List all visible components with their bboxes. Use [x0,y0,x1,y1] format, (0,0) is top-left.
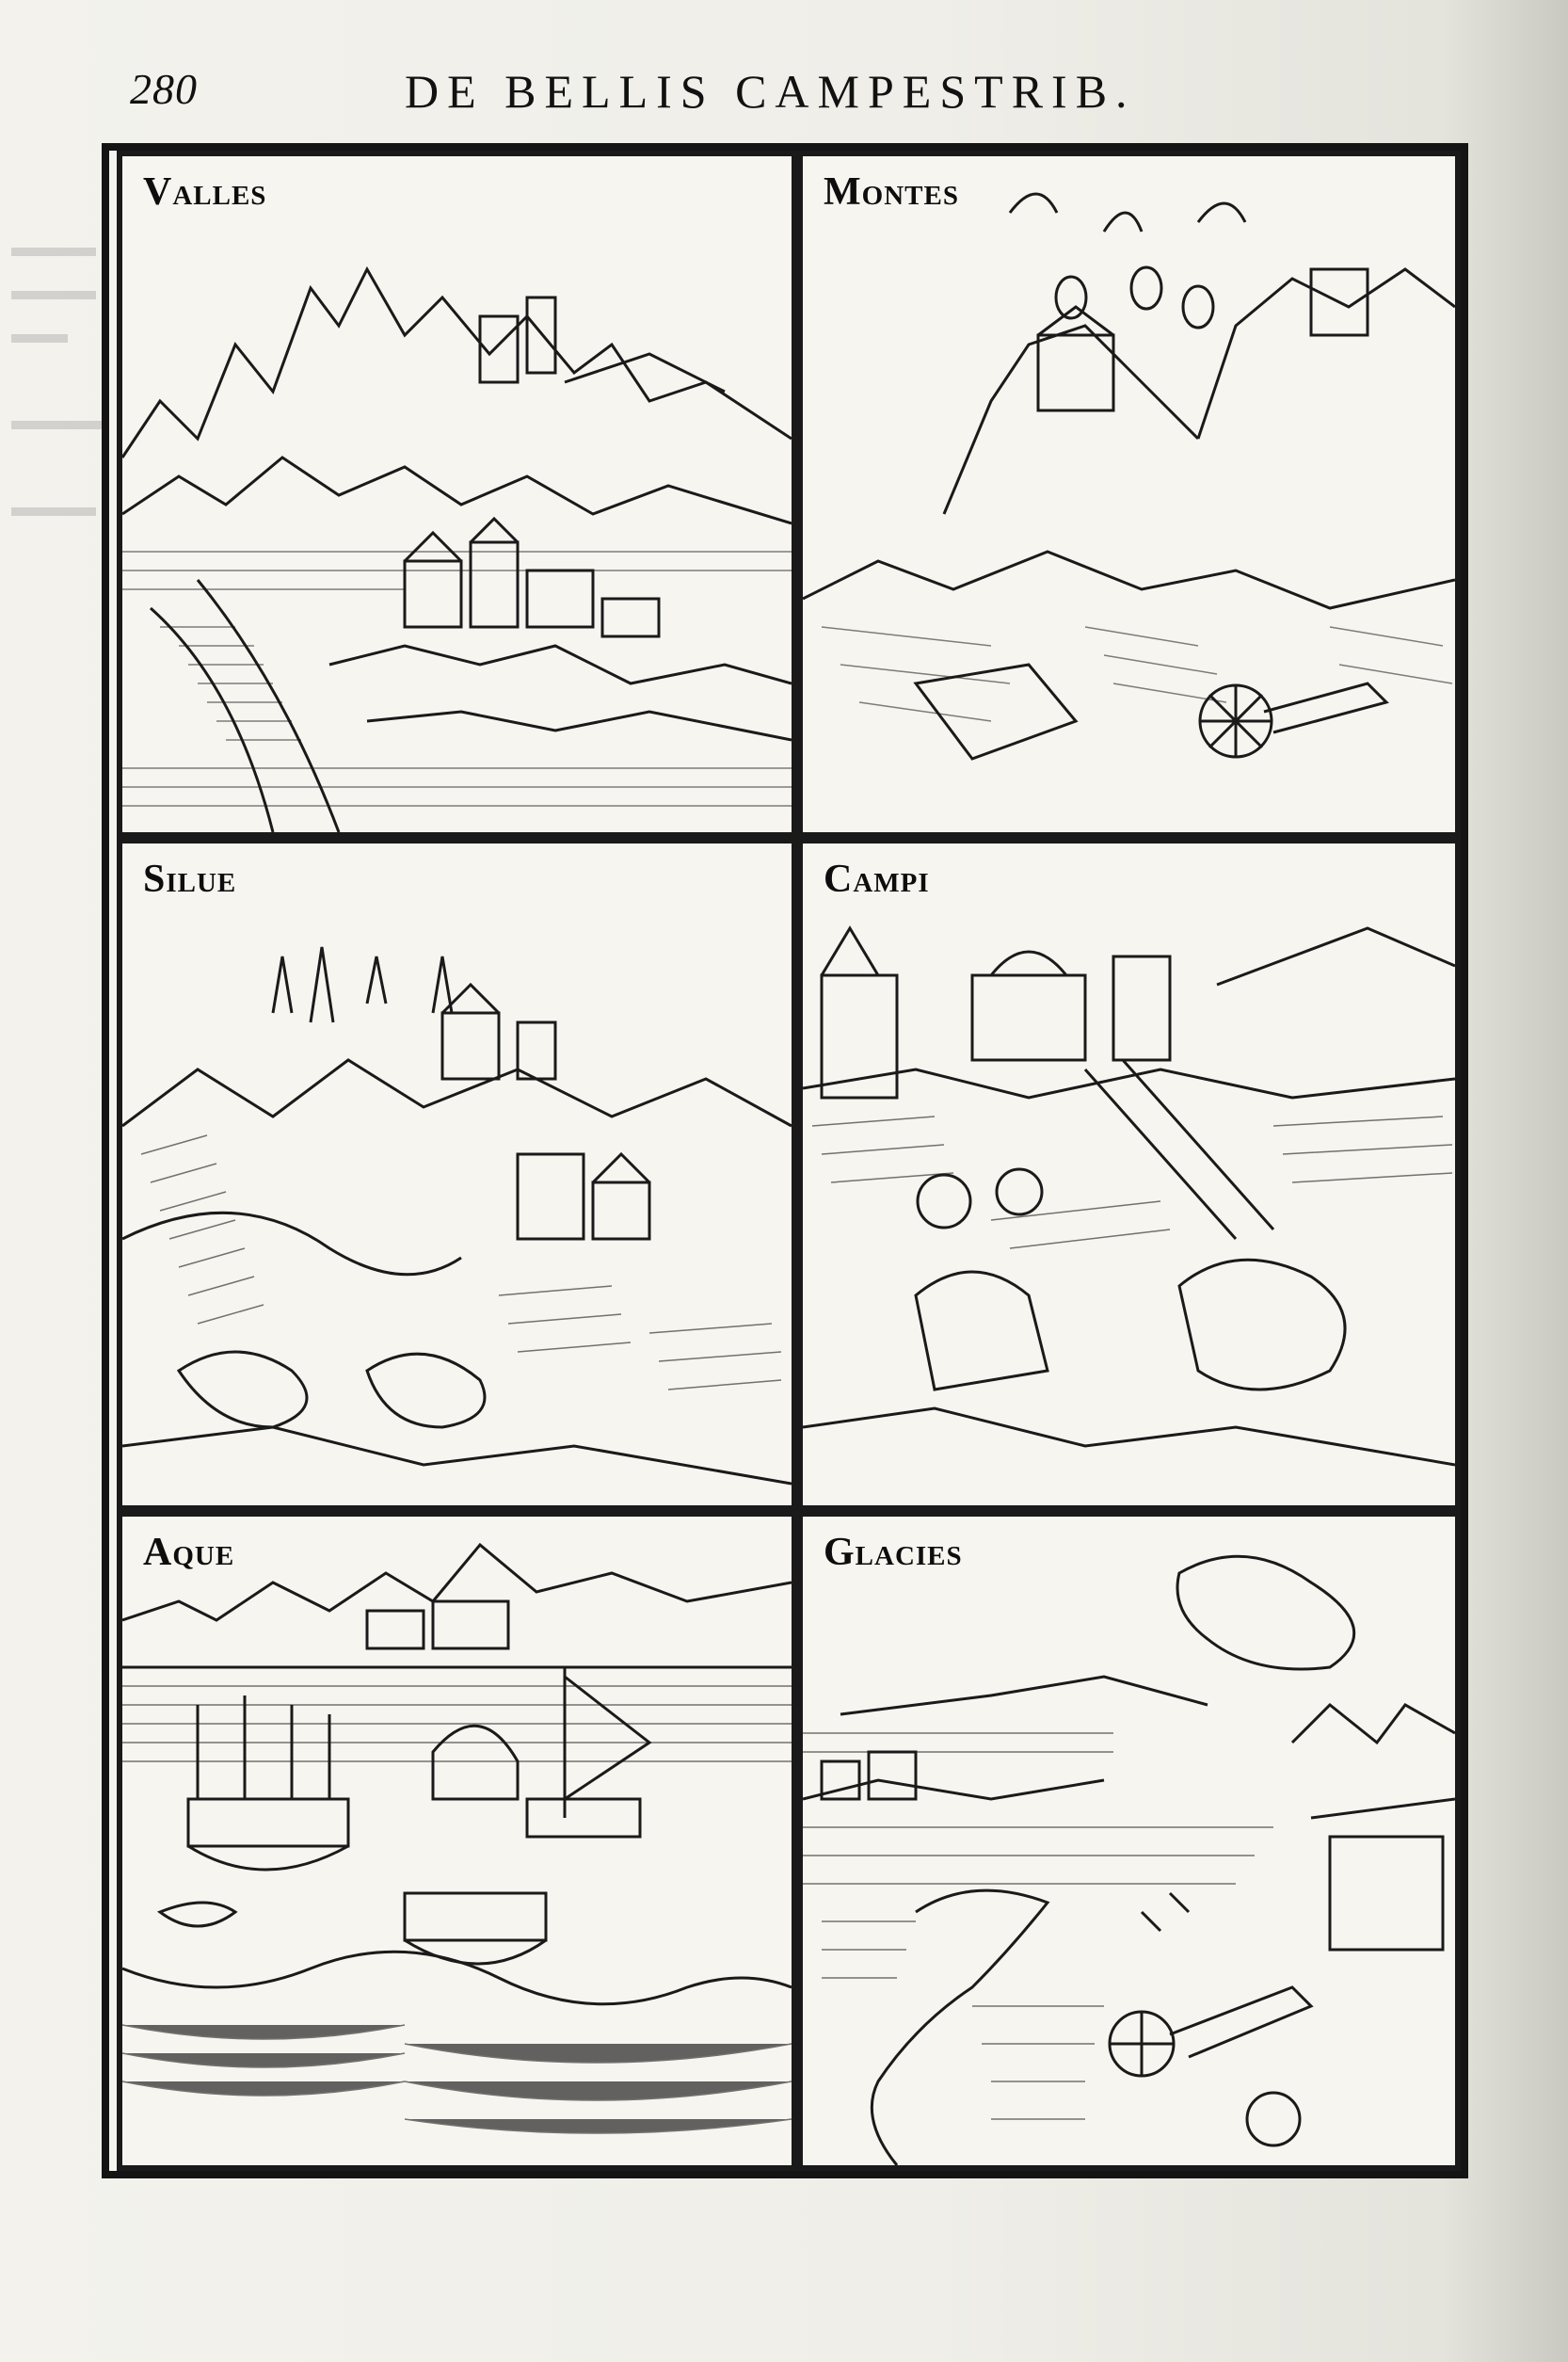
woodcut-plate [102,143,1468,2178]
valley-landscape-illustration [122,156,792,832]
panel-silue [117,838,797,1511]
panel-title-aque: Aque [137,1530,240,1575]
panel-valles [117,151,797,838]
panel-title-valles: Valles [137,169,272,215]
panel-title-montes: Montes [818,169,965,215]
panel-montes [797,151,1461,838]
field-battle-illustration [803,844,1455,1505]
frozen-water-battle-illustration [803,1517,1455,2165]
mountain-siege-illustration [803,156,1455,832]
running-head: DE BELLIS CAMPESTRIB. [405,65,1136,118]
panel-aque [117,1511,797,2171]
page-number: 280 [130,65,198,113]
bleed-through-left: ▬▬▬ ▬▬▬ ▬▬ ▬▬▬▬ ▬▬▬ [11,232,124,522]
panel-title-silue: Silue [137,857,242,902]
naval-battle-illustration [122,1517,792,2165]
panel-title-glacies: Glacies [818,1530,968,1575]
panel-campi [797,838,1461,1511]
panel-title-campi: Campi [818,857,936,902]
panel-glacies [797,1511,1461,2171]
forest-battle-illustration [122,844,792,1505]
